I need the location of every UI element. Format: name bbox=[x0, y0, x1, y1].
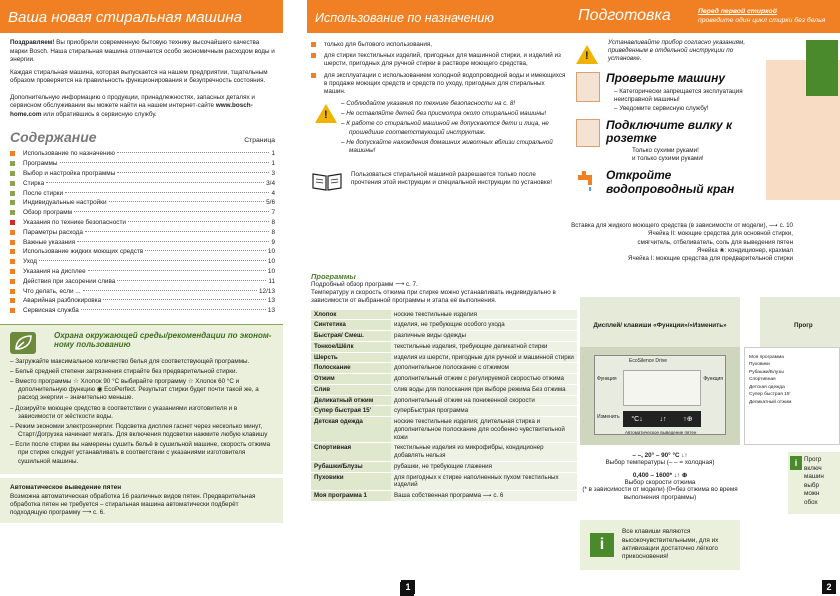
warning-item: – Соблюдайте указания по технике безопасности на с. 8! bbox=[341, 100, 516, 108]
prep-subtitle bbox=[698, 8, 825, 26]
toc-dots bbox=[103, 299, 266, 300]
program-name: Рубашки/Блузы bbox=[311, 461, 391, 472]
toc-dots bbox=[117, 172, 269, 173]
toc-label: После стирки bbox=[23, 189, 64, 197]
program-dial-list bbox=[745, 348, 839, 406]
toc-label: Сервисная служба bbox=[23, 307, 79, 315]
program-name: Слив bbox=[311, 384, 391, 395]
toc-row[interactable] bbox=[10, 237, 275, 247]
program-desc: текстильные изделия из микрофибры, кондиционер добавлять нельзя bbox=[391, 443, 577, 462]
keys-note: Все клавиши являются высокочувствительными, для их активизации достаточно лёгкого прикосновения! bbox=[622, 528, 719, 561]
page-number-1: 1 bbox=[401, 580, 415, 594]
page-1 bbox=[0, 0, 283, 596]
toc-row[interactable] bbox=[10, 208, 275, 218]
program-name: Моя программа 1 bbox=[311, 491, 391, 502]
eco-item: – Бельё средней степени загрязнения стирайте без предварительной стирки. bbox=[10, 367, 238, 375]
program-desc: дополнительный отжим на пониженной скорости bbox=[391, 395, 577, 406]
toc-dots bbox=[145, 250, 266, 251]
program-row bbox=[311, 341, 577, 352]
page-2 bbox=[570, 0, 840, 596]
program-row bbox=[311, 320, 577, 331]
toc-bullet bbox=[10, 279, 15, 284]
program-desc: изделия из шерсти, пригодные для ручной и машинной стирки bbox=[391, 352, 577, 363]
program-name: Деликатный отжим bbox=[311, 395, 391, 406]
warning-item: – К работе со стиральной машиной не допускаются дети и лица, не прошедшие соответствующий инструктаж. bbox=[341, 120, 549, 136]
toc-label: Стирка bbox=[23, 179, 45, 187]
programs-table bbox=[311, 310, 577, 502]
intro-bold: Поздравляем! bbox=[10, 39, 55, 46]
program-desc: дополнительный отжим с регулируемой скоростью отжима bbox=[391, 374, 577, 385]
program-name: Шерсть bbox=[311, 352, 391, 363]
display-panel bbox=[594, 355, 726, 435]
toc-label: Действия при засорении слива bbox=[23, 277, 116, 285]
warning-block bbox=[311, 100, 566, 157]
warning-list bbox=[341, 100, 566, 157]
info-icon: i bbox=[790, 456, 802, 470]
table-of-contents bbox=[0, 123, 283, 316]
warning-icon: ! bbox=[315, 104, 337, 123]
plug-item: Только сухими руками! bbox=[632, 147, 699, 155]
toc-bullet bbox=[10, 298, 15, 303]
program-row bbox=[311, 331, 577, 342]
program-desc: изделия, не требующие особого ухода bbox=[391, 320, 577, 331]
toc-bullet bbox=[10, 171, 15, 176]
usage-bullet bbox=[311, 72, 566, 97]
toc-dots bbox=[117, 280, 266, 281]
toc-page: 1 bbox=[271, 160, 275, 168]
program-dial-panel bbox=[744, 347, 840, 445]
water-tap-icon bbox=[576, 169, 600, 193]
toc-dots bbox=[81, 309, 266, 310]
usage-bullet-marker bbox=[311, 42, 316, 47]
program-desc: различные виды одежды bbox=[391, 331, 577, 342]
toc-dots bbox=[46, 182, 264, 183]
usage-bullet bbox=[311, 52, 566, 68]
program-row bbox=[311, 374, 577, 385]
toc-page: 5/6 bbox=[266, 199, 275, 207]
website-link[interactable]: www.bosch-home.com bbox=[10, 102, 253, 118]
plug-list bbox=[606, 147, 786, 163]
program-row bbox=[311, 461, 577, 472]
toc-list bbox=[10, 149, 275, 316]
program-dial-item[interactable]: Пуховики bbox=[749, 362, 770, 368]
machine-check-icon bbox=[576, 72, 600, 102]
toc-dots bbox=[60, 162, 270, 163]
plug-item: и только сухими руками! bbox=[632, 155, 704, 163]
toc-bullet bbox=[10, 210, 15, 215]
program-desc: суперБыстрая программа bbox=[391, 406, 577, 417]
toc-label: Использование жидких моющих средств bbox=[23, 248, 144, 256]
leaf-icon bbox=[10, 332, 36, 354]
toc-row[interactable] bbox=[10, 276, 275, 286]
program-dial-item[interactable]: Рубашки/Блузы bbox=[749, 369, 784, 375]
program-desc: ноские текстильные изделия; длительная стирка и дополнительное полоскание для особенно чувствительной кожи bbox=[391, 417, 577, 443]
toc-row[interactable] bbox=[10, 218, 275, 228]
prep-header bbox=[570, 0, 840, 33]
programs-label: Прогр bbox=[794, 322, 813, 329]
toc-label: Параметры расхода bbox=[23, 228, 83, 236]
function-button-left[interactable]: Функция bbox=[597, 376, 617, 382]
toc-page: 8 bbox=[271, 228, 275, 236]
eco-list bbox=[10, 358, 273, 466]
intro-text: Вы приобрели современную бытовую технику высочайшего качества марки Bosch. Наша стиральная машина отличается особо экономичным расходом воды и энергии. bbox=[10, 39, 275, 63]
program-row bbox=[311, 417, 577, 443]
toc-dots bbox=[109, 201, 265, 202]
toc-dots bbox=[39, 260, 266, 261]
toc-dots bbox=[65, 192, 269, 193]
compartment-line: Ячейка II: моющие средства для основной стирки, bbox=[648, 230, 793, 238]
key-strip bbox=[623, 411, 701, 427]
toc-dots bbox=[117, 152, 270, 153]
toc-bullet bbox=[10, 200, 15, 205]
program-name: Пуховики bbox=[311, 472, 391, 491]
spin-value: 0,400 – 1600* bbox=[632, 472, 673, 479]
program-desc: рубашки, не требующие глажения bbox=[391, 461, 577, 472]
spin-note: (* в зависимости от модели) (0=без отжима во время выполнения программы) bbox=[582, 486, 738, 501]
program-row bbox=[311, 491, 577, 502]
intro-section bbox=[0, 33, 283, 119]
prep-subtitle-a: Перед первой стиркой bbox=[698, 8, 777, 15]
function-button-right[interactable]: Функция bbox=[703, 376, 723, 382]
toc-page: 13 bbox=[267, 297, 275, 305]
program-desc: Ваша собственная программа ⟶ с. 6 bbox=[391, 491, 577, 502]
toc-page: 7 bbox=[271, 209, 275, 217]
display-screen bbox=[623, 370, 701, 406]
programs-subtitle-2: Температуру и скорость отжима при стирке можно устанавливать индивидуально в зависимости от выбранной программы и этапа её выполнения. bbox=[311, 289, 556, 305]
program-row bbox=[311, 406, 577, 417]
programs-title: Программы bbox=[311, 272, 356, 281]
toc-row[interactable] bbox=[10, 267, 275, 277]
toc-row[interactable] bbox=[10, 169, 275, 179]
install-text: Устанавливайте прибор согласно указаниям, приведенным в отдельной инструкции по установке. bbox=[608, 39, 746, 63]
program-desc: текстильные изделия, требующие деликатной стирки bbox=[391, 341, 577, 352]
temp-value: – –, 20° – 90° bbox=[632, 452, 671, 459]
prep-title: Подготовка bbox=[578, 7, 671, 24]
temperature-key[interactable]: °C↓ bbox=[631, 415, 643, 423]
page-title: Ваша новая стиральная машина bbox=[0, 0, 283, 33]
toc-label: Указания на дисплее bbox=[23, 267, 86, 275]
eco-item: – Режим экономии электроэнергии: Подсветка дисплея гаснет через несколько минут, Старт/Догрузка начинает мигать. Для включения подсветки нажмите любую клавишу bbox=[10, 422, 268, 439]
toc-bullet bbox=[10, 161, 15, 166]
toc-label: Что делать, если ... bbox=[23, 287, 81, 295]
toc-dots bbox=[77, 241, 269, 242]
display-label-box bbox=[580, 297, 740, 347]
intro-paragraph-2: Каждая стиральная машина, которая выпускается на нашем предприятии, тщательным образом проверяется на правильность функционирования и безупречность состояния. bbox=[10, 68, 268, 84]
page-number-2: 2 bbox=[822, 580, 836, 594]
toc-page: 12/13 bbox=[259, 287, 275, 295]
toc-dots bbox=[85, 231, 269, 232]
eco-item: – Загружайте максимальное количество белья для соответствующей программы. bbox=[10, 357, 250, 365]
plug-icon bbox=[576, 119, 600, 147]
program-name: Супер быстрая 15' bbox=[311, 406, 391, 417]
shirt-illustration bbox=[806, 40, 838, 96]
usage-section bbox=[307, 33, 570, 193]
check-item: – Уведомите сервисную службу! bbox=[614, 104, 709, 112]
compartment-line: Ячейка ❀: кондиционер, крахмал bbox=[696, 247, 793, 255]
toc-page: 9 bbox=[271, 238, 275, 246]
toc-bullet bbox=[10, 289, 15, 294]
program-desc: ноские текстильные изделия bbox=[391, 310, 577, 320]
program-name: Полоскание bbox=[311, 363, 391, 374]
programs-section bbox=[311, 272, 581, 502]
info-icon: i bbox=[590, 533, 614, 557]
toc-label: Индивидуальные настройки bbox=[23, 199, 107, 207]
toc-title: Содержание bbox=[10, 129, 97, 145]
toc-bullet bbox=[10, 151, 15, 156]
toc-label: Важные указания bbox=[23, 238, 76, 246]
toc-bullet bbox=[10, 181, 15, 186]
manual-notice-text: Пользоваться стиральной машиной разрешается только после прочтения этой инструкции и специальной инструкции по установке! bbox=[351, 171, 552, 187]
program-row bbox=[311, 395, 577, 406]
toc-page: 3/4 bbox=[266, 179, 275, 187]
warning-item: – Не оставляйте детей без присмотра около стиральной машины! bbox=[341, 110, 547, 118]
program-name: Тонкое/Шёлк bbox=[311, 341, 391, 352]
check-list bbox=[606, 88, 766, 113]
toc-row[interactable] bbox=[10, 198, 275, 208]
toc-bullet bbox=[10, 191, 15, 196]
spin-caption: Выбор скорости отжима bbox=[624, 479, 696, 486]
toc-page-label: Страница bbox=[244, 137, 275, 144]
toc-label: Аварийная разблокировка bbox=[23, 297, 102, 305]
toc-page: 10 bbox=[267, 258, 275, 266]
usage-bullet-text: для эксплуатации с использованием холодной водопроводной воды и имеющихся в продаже моющих средств и средств по уходу, пригодных для стиральных машин. bbox=[324, 71, 566, 95]
temp-spin-info bbox=[580, 452, 740, 502]
toc-row[interactable] bbox=[10, 247, 275, 257]
compartment-line: смягчитель, отбеливатель, соль для выведения пятен bbox=[637, 238, 793, 246]
usage-bullet bbox=[311, 41, 566, 49]
program-name: Быстрая/ Смеш. bbox=[311, 331, 391, 342]
eco-item: – Если после стирки вы намерены сушить бельё в сушильной машине, скорость отжима при стирке следует устанавливать в соответствии с указаниями изготовителя сушильной машины. bbox=[10, 441, 271, 465]
toc-page: 10 bbox=[267, 248, 275, 256]
toc-bullet bbox=[10, 249, 15, 254]
program-row bbox=[311, 443, 577, 462]
toc-page: 11 bbox=[268, 277, 275, 285]
usage-bullets bbox=[311, 41, 566, 96]
program-row bbox=[311, 363, 577, 374]
program-dial-item[interactable]: Моя программа bbox=[749, 355, 784, 360]
plug-title: Подключите вилку к розетке bbox=[606, 117, 733, 145]
change-button[interactable]: Изменить bbox=[597, 414, 620, 420]
program-desc: слив воды для полоскания при выборе режима Без отжима bbox=[391, 384, 577, 395]
eco-title: Охрана окружающей среды/рекомендации по эконом- ному пользованию bbox=[54, 330, 272, 350]
program-dial-item[interactable]: Спортивная bbox=[749, 377, 776, 383]
toc-dots bbox=[83, 290, 257, 291]
warning-icon: ! bbox=[576, 45, 598, 64]
control-panel bbox=[580, 347, 740, 445]
check-title: Проверьте машину bbox=[606, 71, 726, 85]
usage-bullet-marker bbox=[311, 53, 316, 58]
toc-dots bbox=[88, 270, 266, 271]
toc-label: Использование по назначению bbox=[23, 150, 115, 158]
temp-unit: °C ↓↑ bbox=[672, 452, 688, 459]
program-dial-item[interactable]: Детская одежда bbox=[749, 384, 785, 390]
toc-bullet bbox=[10, 220, 15, 225]
prep-subtitle-b: проведите один цикл стирки без белья bbox=[698, 16, 826, 24]
toc-page: 8 bbox=[271, 218, 275, 226]
spin-arrows: ↓↑ ⊕ bbox=[673, 472, 688, 479]
side-note: Прогр включ машин выбр можн обох bbox=[804, 456, 824, 506]
temp-caption: Выбор температуры (– – = холодная) bbox=[605, 459, 715, 466]
toc-dots bbox=[74, 211, 269, 212]
usage-bullet-marker bbox=[311, 73, 316, 78]
toc-row[interactable] bbox=[10, 257, 275, 267]
eco-item: – Вместо программы ☆ Хлопок 90 °C выбирайте программу ☆ Хлопок 60 °C и дополнительную функцию ◉ EcoPerfect. Результат стирки будет почти такой же, а расход энергии – значительно меньше. bbox=[10, 378, 259, 402]
keys-note-box bbox=[580, 520, 740, 570]
side-note-box bbox=[788, 452, 840, 514]
stain-removal-text: Возможна автоматическая обработка 16 различных видов пятен. Предварительная обработка пятен не требуется – стиральная машина автоматически подберёт подходящую программу ⟶ с. 6. bbox=[10, 492, 256, 517]
toc-row[interactable] bbox=[10, 159, 275, 169]
usage-bullet-text: только для бытового использования, bbox=[324, 41, 432, 48]
program-name: Отжим bbox=[311, 374, 391, 385]
manual-notice bbox=[311, 171, 566, 193]
toc-row[interactable] bbox=[10, 286, 275, 296]
compartment-line: Ячейка I: моющие средства для предварительной стирки bbox=[628, 255, 793, 263]
program-row bbox=[311, 472, 577, 491]
program-dial-item[interactable]: Деликатный отжим bbox=[749, 399, 792, 405]
display-label: Дисплей/ клавиши «Функции»/«Изменить» bbox=[593, 322, 727, 329]
stain-removal-title: Автоматическое выведение пятен bbox=[10, 483, 122, 491]
program-desc: для пригодных к стирке наполненных пухом текстильных изделий bbox=[391, 472, 577, 491]
eco-item: – Дозируйте моющее средство в соответствии с указаниями изготовителя и в зависимости от жёсткости воды. bbox=[10, 404, 238, 420]
intro-paragraph bbox=[10, 39, 275, 65]
tap-title: Откройте водопроводный кран bbox=[606, 168, 735, 196]
toc-bullet bbox=[10, 240, 15, 245]
display-bottom-label: Автоматическое выведение пятен bbox=[625, 430, 697, 435]
toc-dots bbox=[128, 221, 269, 222]
program-row bbox=[311, 384, 577, 395]
program-row bbox=[311, 310, 577, 320]
compartment-line: Вставка для жидкого моющего средства (в зависимости от модели), ⟶ с. 10 bbox=[571, 222, 793, 229]
toc-bullet bbox=[10, 259, 15, 264]
toc-row[interactable] bbox=[10, 306, 275, 316]
stain-removal-box bbox=[0, 478, 283, 524]
toc-row[interactable] bbox=[10, 188, 275, 198]
display-header: EcoSilence Drive bbox=[629, 358, 668, 364]
check-item: – Категорически запрещается эксплуатация неисправной машины! bbox=[614, 88, 743, 104]
program-name: Спортивная bbox=[311, 443, 391, 462]
program-row bbox=[311, 352, 577, 363]
toc-label: Указания по технике безопасности bbox=[23, 218, 126, 226]
program-desc: дополнительное полоскание с отжимом bbox=[391, 363, 577, 374]
programs-subtitle: Подробный обзор программ ⟶ с. 7. bbox=[311, 281, 418, 288]
book-icon bbox=[311, 171, 351, 193]
toc-page: 1 bbox=[271, 150, 275, 158]
time-key[interactable]: ↑⊕ bbox=[683, 416, 693, 423]
intro3-text: Дополнительную информацию о продукции, принадлежностях, запасных деталях и сервисном обслуживании вы можете найти на нашем интернет-сайте bbox=[10, 93, 255, 109]
toc-page: 10 bbox=[267, 267, 275, 275]
intro-paragraph-3 bbox=[10, 94, 275, 120]
toc-bullet bbox=[10, 230, 15, 235]
usage-bullet-text: для стирки текстильных изделий, пригодных для машинной стирки, и изделий из шерсти, пригодных для ручной стирки в растворе моющего средства, bbox=[324, 52, 561, 68]
toc-row[interactable] bbox=[10, 296, 275, 306]
toc-label: Выбор и настройка программы bbox=[23, 169, 116, 177]
intro3-text-end: или обратившись в сервисную службу. bbox=[41, 110, 157, 118]
toc-page: 4 bbox=[271, 189, 275, 197]
toc-bullet bbox=[10, 308, 15, 313]
warning-item: – Не допускайте нахождения домашних животных вблизи стиральной машины! bbox=[341, 138, 553, 154]
usage-title: Использование по назначению bbox=[307, 0, 570, 33]
toc-row[interactable] bbox=[10, 178, 275, 188]
toc-bullet bbox=[10, 269, 15, 274]
toc-row[interactable] bbox=[10, 149, 275, 159]
toc-label: Уход bbox=[23, 258, 38, 266]
toc-page: 3 bbox=[271, 169, 275, 177]
spin-key[interactable]: ↓↑ bbox=[659, 415, 667, 423]
eco-section bbox=[0, 324, 283, 474]
program-name: Синтетика bbox=[311, 320, 391, 331]
toc-label: Обзор программ bbox=[23, 209, 73, 217]
program-name: Детская одежда bbox=[311, 417, 391, 443]
program-dial-item[interactable]: Супер быстрая 15' bbox=[749, 392, 791, 398]
toc-page: 13 bbox=[267, 307, 275, 315]
programs-label-box bbox=[760, 297, 840, 347]
program-name: Хлопок bbox=[311, 310, 391, 320]
toc-label: Программы bbox=[23, 160, 58, 168]
toc-row[interactable] bbox=[10, 227, 275, 237]
